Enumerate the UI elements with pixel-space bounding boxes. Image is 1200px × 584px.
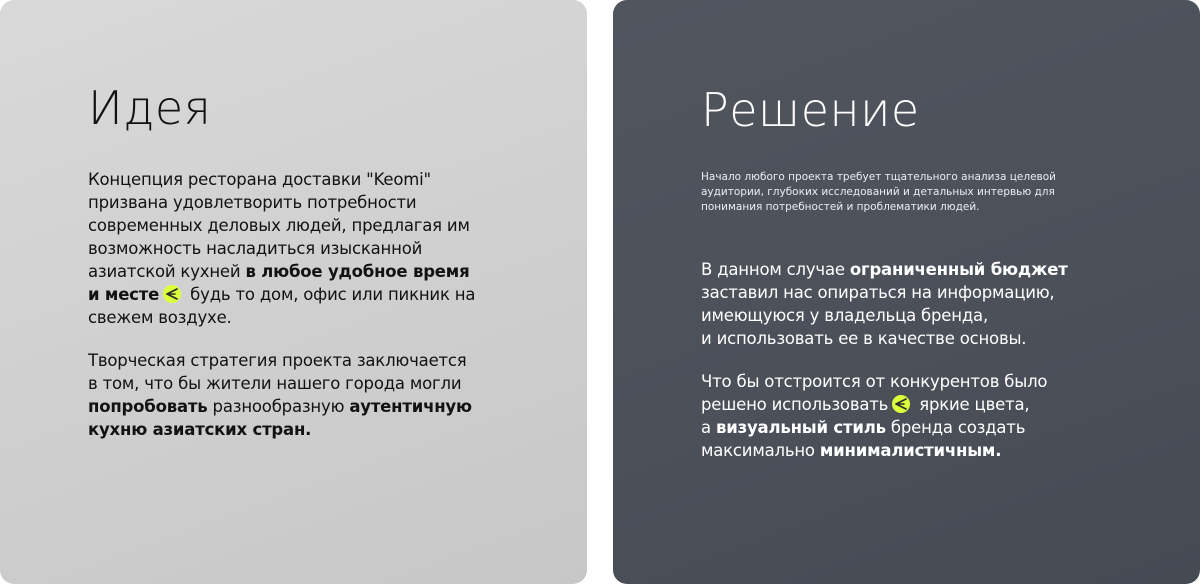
text-line xyxy=(88,418,518,441)
solution-title: Решение xyxy=(701,83,920,137)
solution-paragraph-2 xyxy=(701,370,1121,462)
text-line: Творческая стратегия проекта заключается xyxy=(88,351,467,370)
text-line xyxy=(88,395,518,418)
highlight-text: попробовать xyxy=(88,397,208,416)
text-span: В данном случае xyxy=(701,260,850,279)
text-line: призвана удовлетворить потребности xyxy=(88,193,417,212)
solution-card xyxy=(613,0,1200,584)
text-line: свежем воздухе. xyxy=(88,308,232,327)
text-span: будь то дом, офис или пикник на xyxy=(185,285,476,304)
text-span: бренда создать xyxy=(885,418,1026,437)
text-span: решено использовать xyxy=(701,395,889,414)
text-line: Начало любого проекта требует тщательного анализа целевой xyxy=(701,171,1056,183)
highlight-text: и месте xyxy=(88,285,160,304)
highlight-text: кухню азиатских стран. xyxy=(88,420,312,439)
text-line xyxy=(88,283,518,306)
text-line: заставил нас опираться на информацию, xyxy=(701,283,1055,302)
text-line: имеющуюся у владельца бренда, xyxy=(701,306,989,325)
keomi-k-icon xyxy=(892,395,910,413)
highlight-text: визуальный стиль xyxy=(715,418,886,437)
text-span: максимально xyxy=(701,441,820,460)
text-line: Что бы отстроится от конкурентов было xyxy=(701,372,1048,391)
text-line: современных деловых людей, предлагая им xyxy=(88,216,470,235)
text-line: аудитории, глубоких исследований и детальных интервью для xyxy=(701,186,1055,198)
text-line: понимания потребностей и проблематики людей. xyxy=(701,201,980,213)
idea-card xyxy=(0,0,587,584)
highlight-text: аутентичную xyxy=(349,397,472,416)
text-line: в том, что бы жители нашего города могли xyxy=(88,374,462,393)
text-line xyxy=(701,393,1121,416)
highlight-text: в любое удобное время xyxy=(245,262,470,281)
text-line: возможность насладиться изысканной xyxy=(88,239,423,258)
highlight-text: ограниченный бюджет xyxy=(849,260,1068,279)
solution-paragraph-1 xyxy=(701,258,1121,350)
idea-title: Идея xyxy=(88,81,212,135)
text-line xyxy=(701,258,1121,281)
text-line: Концепция ресторана доставки "Keomi" xyxy=(88,170,431,189)
text-line xyxy=(88,260,518,283)
idea-paragraph-2 xyxy=(88,349,518,441)
text-line xyxy=(701,416,1121,439)
solution-intro xyxy=(701,170,1121,215)
text-span: азиатской кухней xyxy=(88,262,246,281)
text-line xyxy=(701,439,1121,462)
text-span: разнообразную xyxy=(207,397,350,416)
keomi-k-icon xyxy=(163,285,181,303)
text-line: и использовать ее в качестве основы. xyxy=(701,329,1027,348)
text-span: а xyxy=(701,418,716,437)
idea-paragraph-1 xyxy=(88,168,518,329)
highlight-text: минималистичным. xyxy=(819,441,1002,460)
text-span: яркие цвета, xyxy=(914,395,1030,414)
